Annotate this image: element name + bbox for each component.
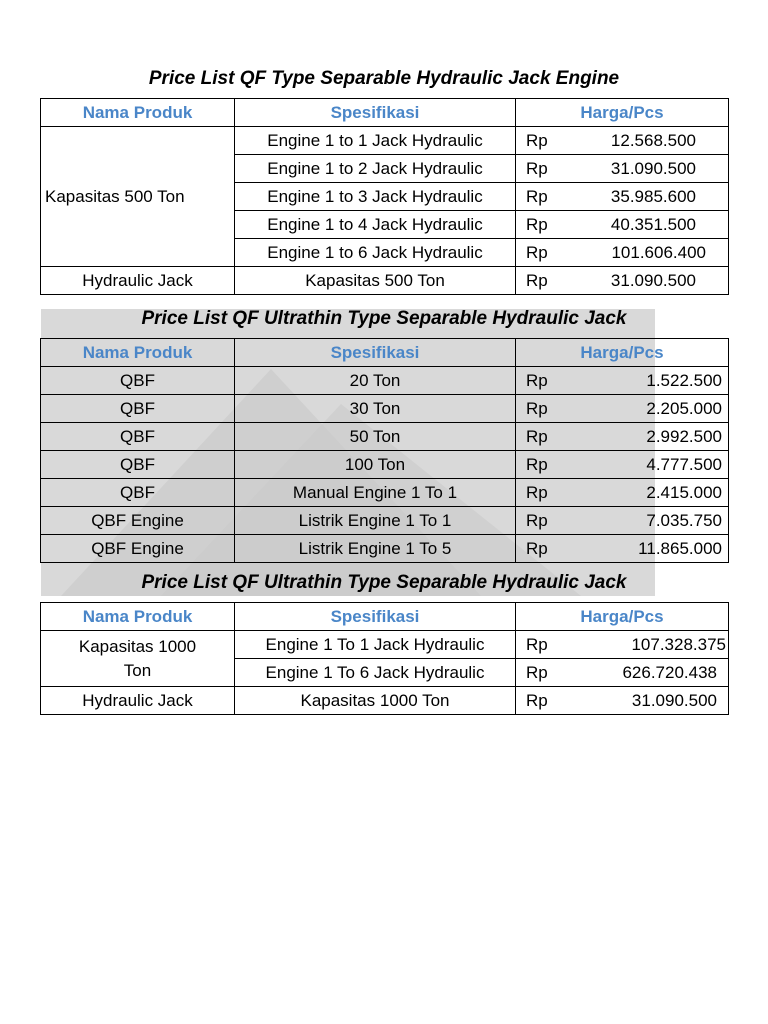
currency-label: Rp [526, 159, 548, 178]
price-cell [516, 479, 729, 507]
table-row [41, 367, 729, 395]
currency-label: Rp [526, 187, 548, 206]
price-value: 12.568.500 [610, 131, 696, 150]
currency-label: Rp [526, 483, 548, 502]
header-spec: Spesifikasi [235, 99, 516, 127]
price-cell [516, 507, 729, 535]
product-cell: QBF Engine [41, 507, 235, 535]
table-row [41, 631, 729, 659]
table-row [41, 395, 729, 423]
header-product: Nama Produk [41, 99, 235, 127]
spec-cell: Manual Engine 1 To 1 [235, 479, 516, 507]
spec-cell: Kapasitas 1000 Ton [235, 687, 516, 715]
product-line-1: Kapasitas 1000 [78, 636, 197, 656]
currency-label: Rp [526, 243, 548, 262]
price-cell [516, 535, 729, 563]
spec-cell: Engine 1 To 6 Jack Hydraulic [235, 659, 516, 687]
header-product: Nama Produk [41, 603, 235, 631]
price-table-3 [40, 602, 729, 715]
spec-cell: Listrik Engine 1 To 5 [235, 535, 516, 563]
table-header-row [41, 99, 729, 127]
header-price: Harga/Pcs [516, 339, 729, 367]
product-cell: QBF [41, 423, 235, 451]
currency-label: Rp [526, 663, 548, 682]
product-cell: QBF [41, 479, 235, 507]
price-value: 31.090.500 [610, 271, 696, 290]
price-value: 35.985.600 [610, 187, 696, 206]
price-value: 31.090.500 [631, 691, 717, 710]
spec-cell: Engine 1 to 6 Jack Hydraulic [235, 239, 516, 267]
price-cell [516, 631, 729, 659]
price-value: 4.777.500 [646, 455, 722, 474]
product-cell: QBF [41, 367, 235, 395]
price-value: 101.606.400 [611, 243, 706, 262]
price-value: 7.035.750 [646, 511, 722, 530]
price-value: 2.992.500 [646, 427, 722, 446]
price-cell [516, 423, 729, 451]
product-cell: QBF [41, 395, 235, 423]
price-value: 2.415.000 [646, 483, 722, 502]
product-cell [41, 631, 235, 687]
product-cell: QBF Engine [41, 535, 235, 563]
spec-cell: 20 Ton [235, 367, 516, 395]
currency-label: Rp [526, 539, 548, 558]
price-cell [516, 267, 729, 295]
spec-cell: Engine 1 to 2 Jack Hydraulic [235, 155, 516, 183]
section3-title: Price List QF Ultrathin Type Separable Hydraulic Jack [141, 572, 627, 593]
currency-label: Rp [526, 215, 548, 234]
price-cell [516, 127, 729, 155]
table-row [41, 423, 729, 451]
price-cell [516, 239, 729, 267]
price-cell [516, 687, 729, 715]
price-cell [516, 451, 729, 479]
spec-cell: Engine 1 to 3 Jack Hydraulic [235, 183, 516, 211]
header-spec: Spesifikasi [235, 603, 516, 631]
spec-cell: Engine 1 To 1 Jack Hydraulic [235, 631, 516, 659]
spec-cell: 30 Ton [235, 395, 516, 423]
price-cell [516, 367, 729, 395]
table-row [41, 507, 729, 535]
table-row [41, 127, 729, 155]
table-row [41, 479, 729, 507]
table-row [41, 687, 729, 715]
currency-label: Rp [526, 455, 548, 474]
spec-cell: Engine 1 to 1 Jack Hydraulic [235, 127, 516, 155]
price-cell [516, 395, 729, 423]
header-product: Nama Produk [41, 339, 235, 367]
price-cell [516, 211, 729, 239]
header-price: Harga/Pcs [516, 99, 729, 127]
price-cell [516, 183, 729, 211]
price-cell [516, 659, 729, 687]
table-header-row [41, 339, 729, 367]
price-value: 11.865.000 [638, 539, 722, 558]
section1-title: Price List QF Type Separable Hydraulic Jack Engine [148, 68, 620, 89]
product-cell: Hydraulic Jack [41, 267, 235, 295]
spec-cell: 50 Ton [235, 423, 516, 451]
currency-label: Rp [526, 691, 548, 710]
product-cell: QBF [41, 451, 235, 479]
product-line-2: Ton [123, 660, 152, 680]
currency-label: Rp [526, 511, 548, 530]
price-value: 2.205.000 [646, 399, 722, 418]
price-value: 107.328.375 [631, 635, 726, 654]
price-value: 626.720.438 [622, 663, 717, 682]
table-row [41, 451, 729, 479]
price-cell [516, 155, 729, 183]
header-spec: Spesifikasi [235, 339, 516, 367]
table-row [41, 535, 729, 563]
price-value: 40.351.500 [610, 215, 696, 234]
price-table-1 [40, 98, 729, 295]
section2-title: Price List QF Ultrathin Type Separable Hydraulic Jack [141, 308, 627, 329]
currency-label: Rp [526, 271, 548, 290]
spec-cell: Engine 1 to 4 Jack Hydraulic [235, 211, 516, 239]
price-value: 1.522.500 [646, 371, 722, 390]
currency-label: Rp [526, 635, 548, 654]
product-cell: Hydraulic Jack [41, 687, 235, 715]
spec-cell: Kapasitas 500 Ton [235, 267, 516, 295]
table-header-row [41, 603, 729, 631]
currency-label: Rp [526, 427, 548, 446]
product-cell: Kapasitas 500 Ton [41, 127, 235, 267]
spec-cell: 100 Ton [235, 451, 516, 479]
header-price: Harga/Pcs [516, 603, 729, 631]
currency-label: Rp [526, 371, 548, 390]
price-table-2 [40, 338, 729, 563]
price-value: 31.090.500 [610, 159, 696, 178]
currency-label: Rp [526, 131, 548, 150]
table-row [41, 267, 729, 295]
currency-label: Rp [526, 399, 548, 418]
spec-cell: Listrik Engine 1 To 1 [235, 507, 516, 535]
